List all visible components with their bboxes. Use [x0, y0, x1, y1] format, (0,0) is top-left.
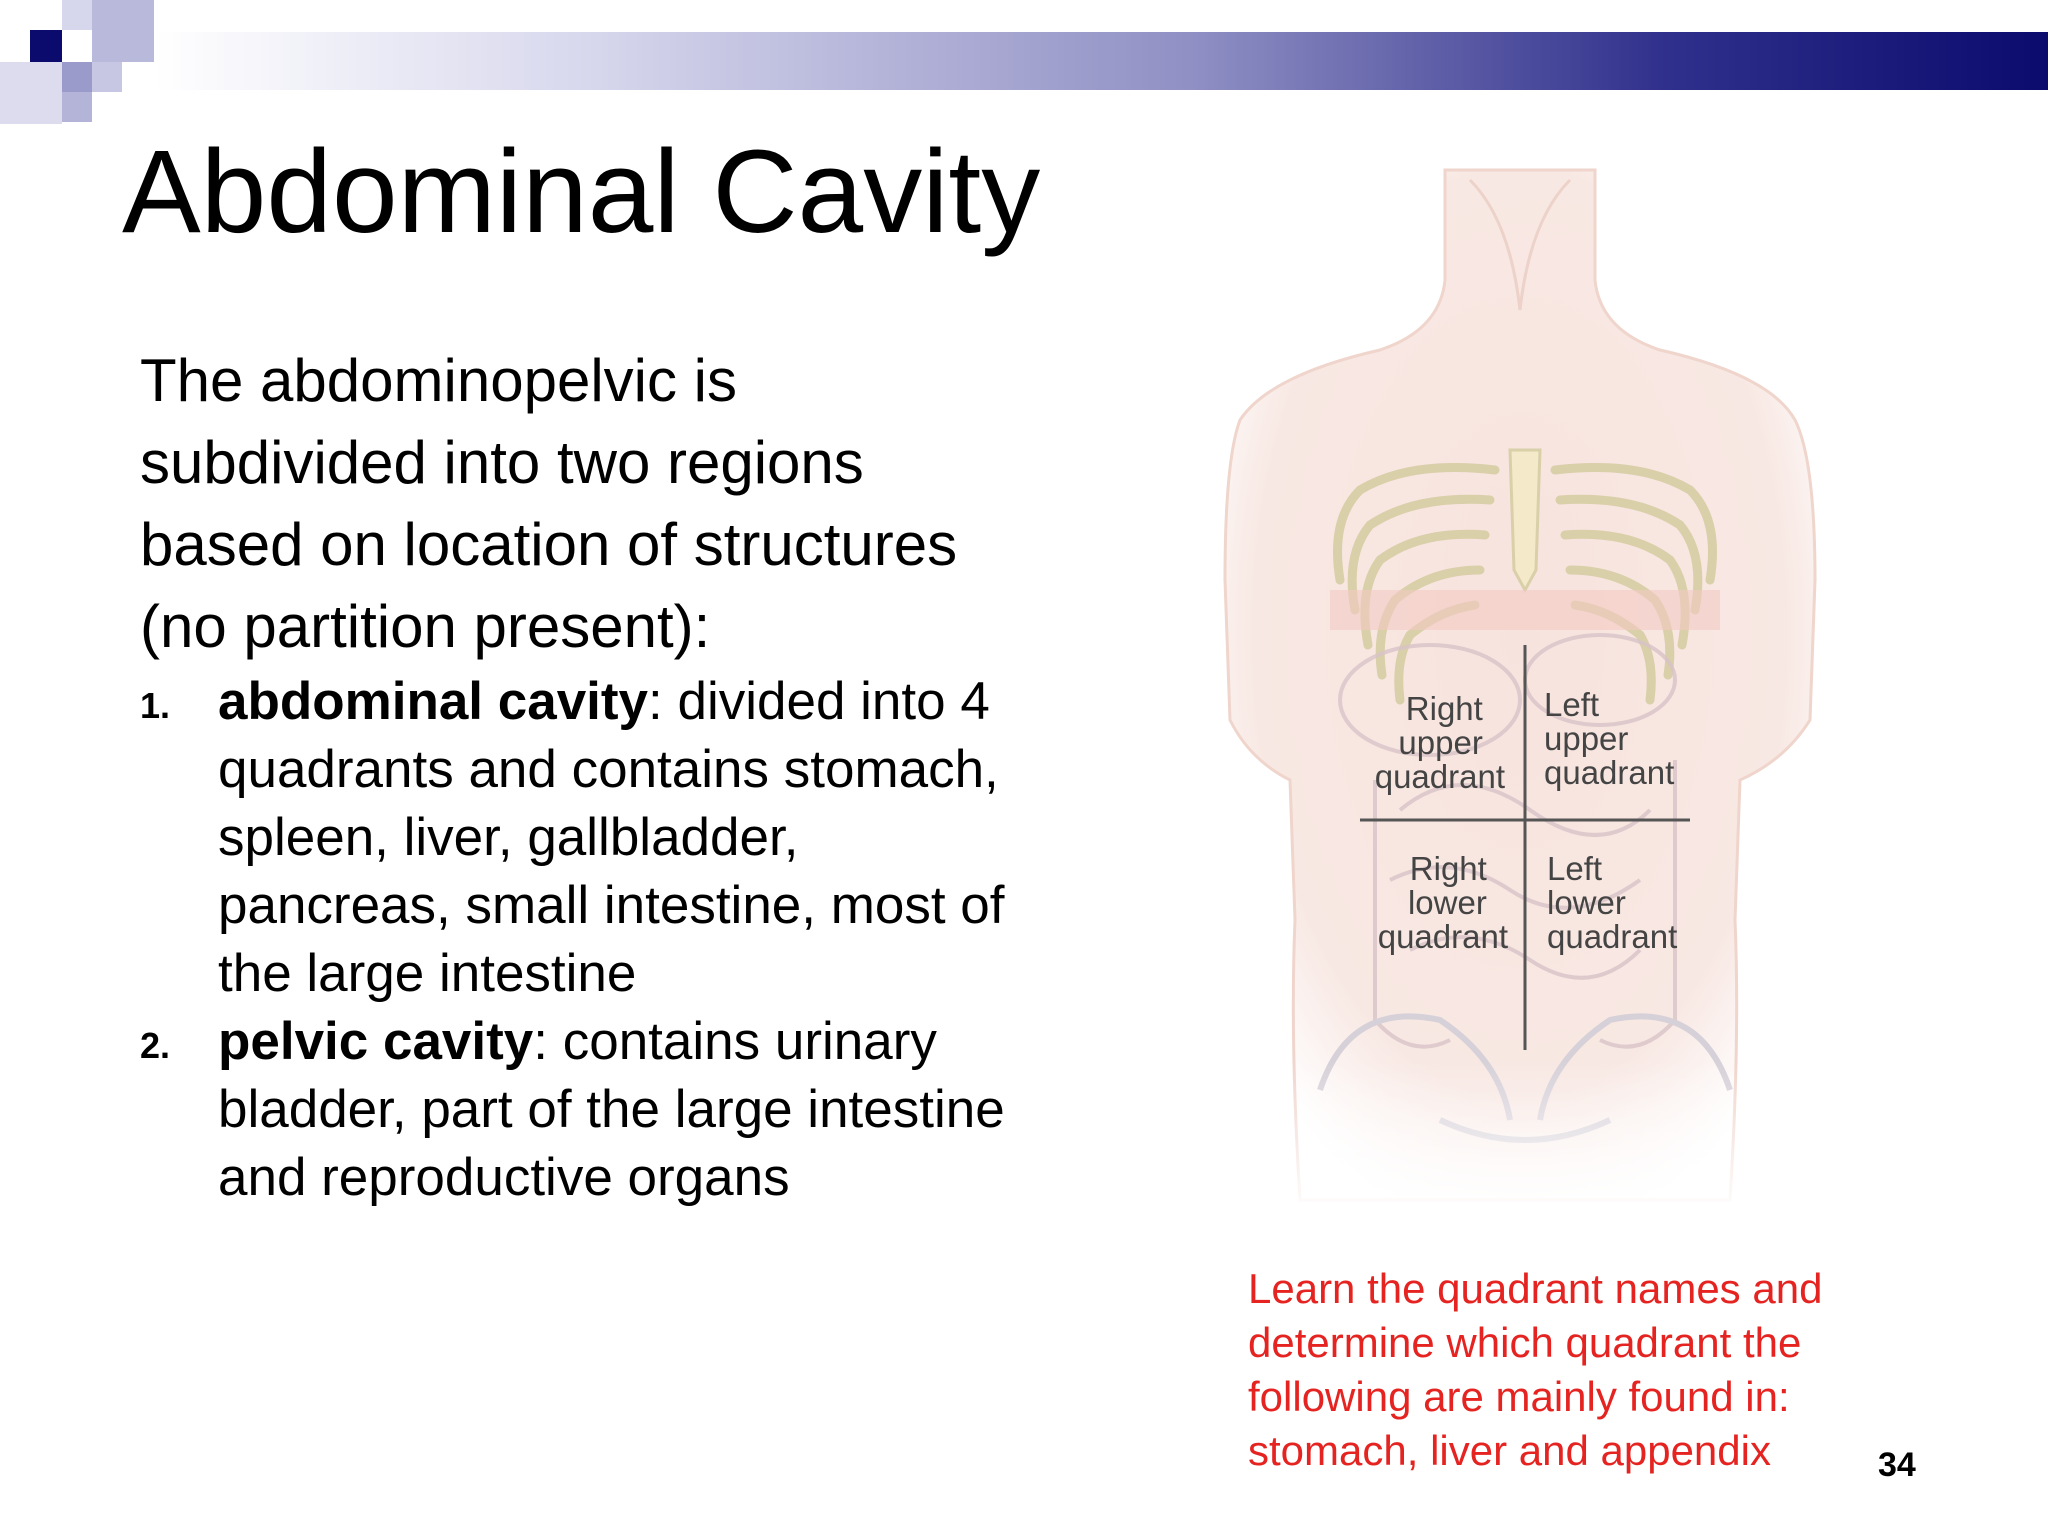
intro-text: The abdominopelvic is subdivided into two regions based on location of structures (no partition present): — [140, 347, 958, 660]
quadrant-label-right-upper: Right upper quadrant — [1374, 690, 1505, 795]
quadrant-label-left-lower: Left lower quadrant — [1547, 850, 1678, 955]
list-description: : divided into 4 quadrants and contains stomach, spleen, liver, gallbladder, pancreas, small intestine, most of the large intestine — [218, 672, 1005, 1003]
list-item — [140, 668, 1020, 1008]
header-square — [0, 62, 62, 124]
torso-quadrant-diagram — [1210, 160, 1840, 1220]
quadrant-label-right-lower: Right lower quadrant — [1377, 850, 1508, 955]
sternum — [1510, 450, 1540, 590]
torso-silhouette — [1225, 170, 1815, 1200]
header-square — [62, 62, 92, 92]
header-square — [30, 30, 62, 62]
header-square — [92, 0, 154, 62]
list-description: : contains urinary bladder, part of the large intestine and reproductive organs — [218, 1012, 1005, 1207]
list-number: 1. — [140, 685, 171, 726]
header-square — [62, 92, 92, 122]
list-term: pelvic cavity — [218, 1012, 534, 1071]
header-gradient-bar — [155, 32, 2048, 90]
quadrant-label-left-upper: Left upper quadrant — [1544, 686, 1675, 791]
list-number: 2. — [140, 1025, 171, 1066]
slide-body — [140, 340, 1020, 1212]
header-square — [92, 62, 122, 92]
list-term: abdominal cavity — [218, 672, 649, 731]
instruction-note: Learn the quadrant names and determine which quadrant the following are mainly found in: stomach, liver and appendix — [1248, 1265, 1823, 1474]
header-square — [62, 0, 92, 30]
bottom-fade — [1210, 1060, 1840, 1220]
diaphragm-band — [1330, 590, 1720, 630]
slide-title: Abdominal Cavity — [122, 126, 1041, 258]
list-item — [140, 1008, 1020, 1212]
page-number: 34 — [1878, 1446, 1916, 1484]
